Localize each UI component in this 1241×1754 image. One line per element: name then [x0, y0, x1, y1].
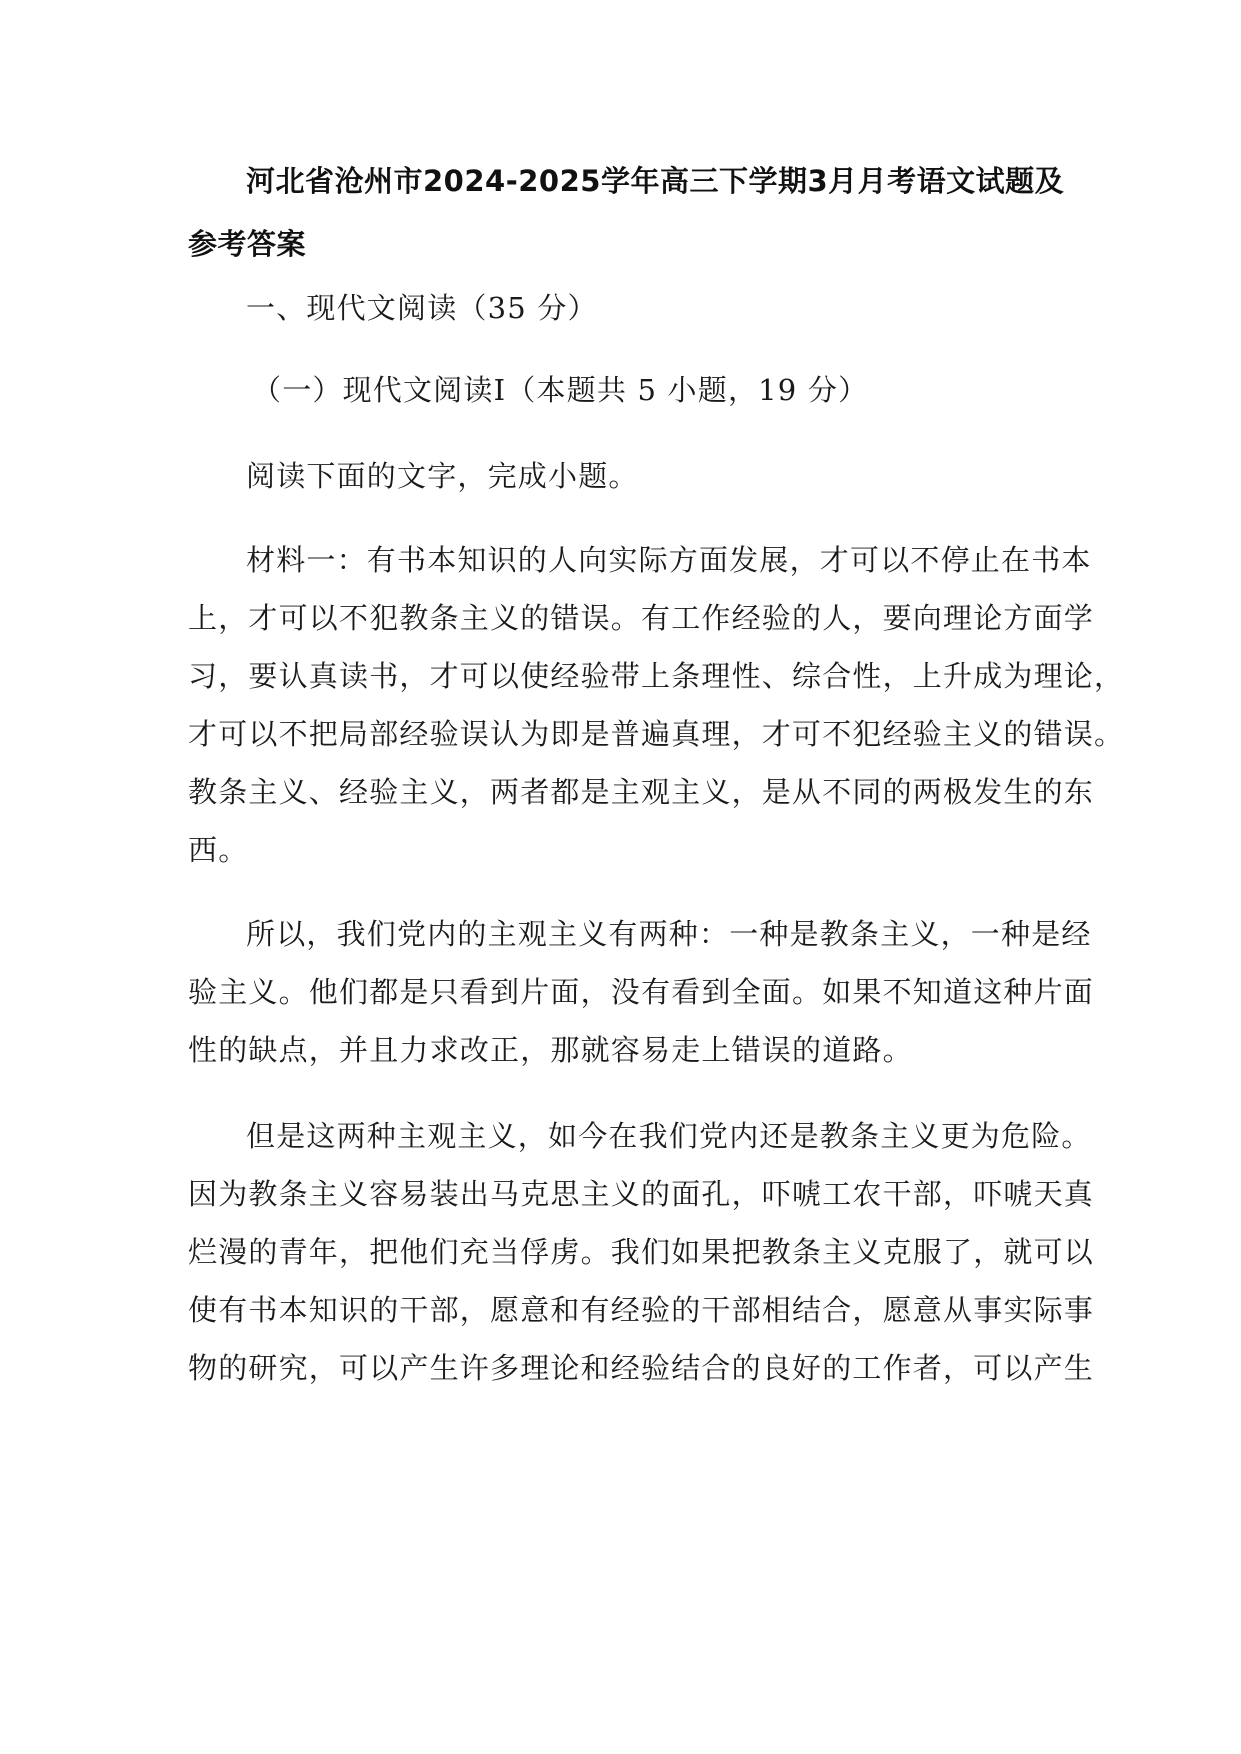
paragraph2-line: 验主义。他们都是只看到片面，没有看到全面。如果不知道这种片面	[188, 975, 1095, 1009]
paragraph1-line: 材料一：有书本知识的人向实际方面发展，才可以不停止在书本	[246, 543, 1092, 577]
paragraph1-line: 上，才可以不犯教条主义的错误。有工作经验的人，要向理论方面学	[188, 601, 1095, 635]
paragraph2-line: 性的缺点，并且力求改正，那就容易走上错误的道路。	[188, 1033, 913, 1067]
document-title: 河北省沧州市2024-2025学年高三下学期3月月考语文试题及参考答案	[188, 164, 1065, 261]
paragraph1-line: 西。	[188, 833, 249, 867]
paragraph2-line: 所以，我们党内的主观主义有两种：一种是教条主义，一种是经	[246, 917, 1092, 951]
paragraph1-line: 教条主义、经验主义，两者都是主观主义，是从不同的两极发生的东	[188, 775, 1095, 809]
paragraph1-line: 才可以不把局部经验误认为即是普遍真理，才可不犯经验主义的错误。	[188, 717, 1125, 751]
paragraph3-line: 因为教条主义容易装出马克思主义的面孔，吓唬工农干部，吓唬天真	[188, 1177, 1095, 1211]
instruction-text: 阅读下面的文字，完成小题。	[246, 459, 639, 493]
paragraph1-line: 习，要认真读书，才可以使经验带上条理性、综合性，上升成为理论，	[188, 659, 1125, 693]
section-heading: 一、现代文阅读（35 分）	[246, 291, 598, 325]
paragraph3-line: 使有书本知识的干部，愿意和有经验的干部相结合，愿意从事实际事	[188, 1293, 1095, 1327]
paragraph3-line: 物的研究，可以产生许多理论和经验结合的良好的工作者，可以产生	[188, 1351, 1095, 1385]
paragraph3-line: 但是这两种主观主义，如今在我们党内还是教条主义更为危险。	[246, 1119, 1092, 1153]
subsection-heading: （一）现代文阅读Ⅰ（本题共 5 小题，19 分）	[252, 373, 869, 407]
paragraph3-line: 烂漫的青年，把他们充当俘虏。我们如果把教条主义克服了，就可以	[188, 1235, 1095, 1269]
